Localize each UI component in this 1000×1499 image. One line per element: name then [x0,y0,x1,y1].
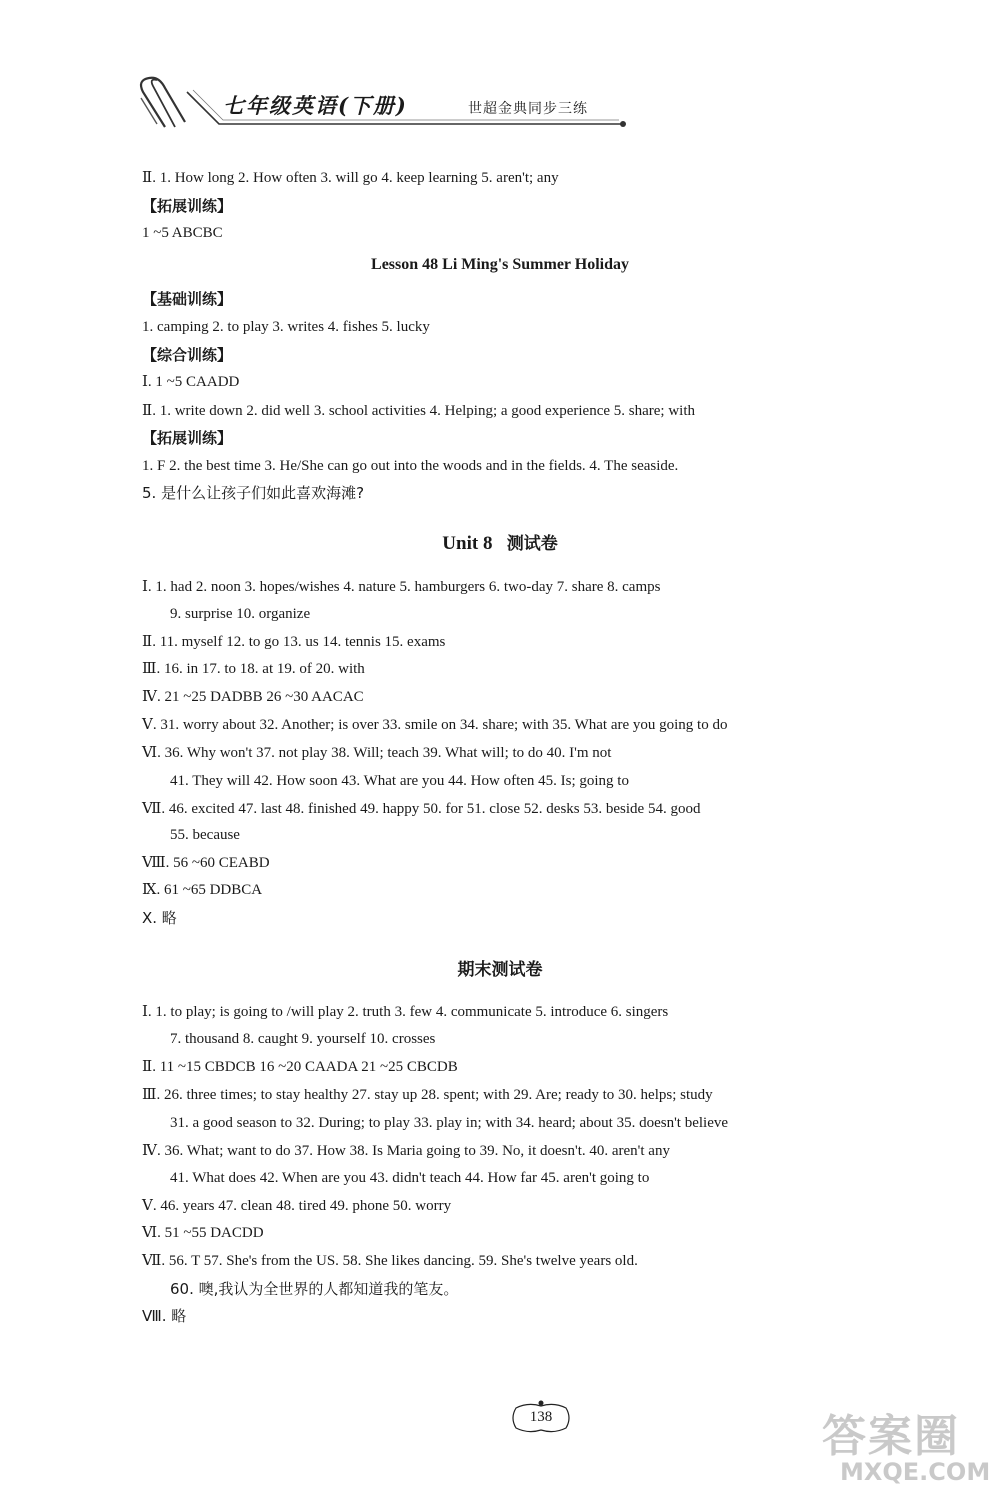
unit-title-cn: 测试卷 [506,534,558,554]
answer-line: Ⅶ. 56. T 57. She's from the US. 58. She likes dancing. 59. She's twelve years old. [142,1253,638,1269]
answer-line: Ⅰ. 1. to play; is going to /will play 2. truth 3. few 4. communicate 5. introduce 6. singers [142,1004,669,1020]
watermark-url: MXQE.COM [840,1458,991,1486]
answer-line: 7. thousand 8. caught 9. yourself 10. crosses [170,1031,436,1047]
answer-line: Ⅷ. 略 [142,1307,187,1325]
answer-line: 60. 噢,我认为全世界的人都知道我的笔友。 [170,1280,459,1298]
answer-line: Ⅷ. 56 ~60 CEABD [142,855,270,871]
answer-line: Ⅸ. 61 ~65 DDBCA [142,882,263,898]
answer-line: Ⅴ. 31. worry about 32. Another; is over 33. smile on 34. share; with 35. What are you going to do [142,717,728,733]
answer-line: 9. surprise 10. organize [170,606,311,622]
answer-line: Ⅶ. 46. excited 47. last 48. finished 49. happy 50. for 51. close 52. desks 53. beside 54. good [142,801,701,817]
answer-line: 41. They will 42. How soon 43. What are you 44. How often 45. Is; going to [170,773,629,789]
unit-title-en: Unit 8 [442,533,493,554]
page-header [135,72,635,134]
answer-line: Ⅱ. 1. write down 2. did well 3. school activities 4. Helping; a good experience 5. share; with [142,403,695,419]
lesson-title: Lesson 48 Li Ming's Summer Holiday [371,256,629,273]
answer-line: Ⅹ. 略 [142,909,177,927]
section-label-basic: 【基础训练】 [142,290,233,308]
section-label-extension: 【拓展训练】 [142,197,233,215]
answer-line: Ⅴ. 46. years 47. clean 48. tired 49. phone 50. worry [142,1198,452,1214]
answer-line: Ⅰ. 1 ~5 CAADD [142,374,240,390]
answer-line: 1. F 2. the best time 3. He/She can go out into the woods and in the fields. 4. The seaside. [142,458,679,474]
watermark-logo: 答案圈 [822,1411,960,1462]
answer-line: 5. 是什么让孩子们如此喜欢海滩? [142,484,365,502]
book-title: 七年级英语(下册) [223,93,408,118]
series-name: 世超金典同步三练 [468,101,588,117]
unit-title [0,529,1000,555]
answer-line: Ⅳ. 21 ~25 DADBB 26 ~30 AACAC [142,689,364,705]
page-number: 138 [508,1400,574,1436]
answer-line: Ⅳ. 36. What; want to do 37. How 38. Is Maria going to 39. No, it doesn't. 40. aren't any [142,1143,670,1159]
answer-line: 1. camping 2. to play 3. writes 4. fishes 5. lucky [142,319,430,335]
answer-line: Ⅵ. 51 ~55 DACDD [142,1225,264,1241]
answer-line: 55. because [170,827,240,843]
answer-line: Ⅱ. 11 ~15 CBDCB 16 ~20 CAADA 21 ~25 CBCDB [142,1059,458,1075]
answer-line: Ⅵ. 36. Why won't 37. not play 38. Will; teach 39. What will; to do 40. I'm not [142,745,612,761]
answer-line: Ⅰ. 1. had 2. noon 3. hopes/wishes 4. nature 5. hamburgers 6. two-day 7. share 8. camps [142,579,661,595]
answer-line: Ⅱ. 1. How long 2. How often 3. will go 4. keep learning 5. aren't; any [142,170,559,186]
section-label-comprehensive: 【综合训练】 [142,346,233,364]
section-label-extension: 【拓展训练】 [142,429,233,447]
answer-line: Ⅱ. 11. myself 12. to go 13. us 14. tennis 15. exams [142,634,446,650]
final-exam-title: 期末测试卷 [457,960,543,980]
watermark [818,1400,991,1495]
answer-line: 31. a good season to 32. During; to play 33. play in; with 34. heard; about 35. doesn't believe [170,1115,729,1131]
answer-line: 1 ~5 ABCBC [142,225,223,241]
answer-line: 41. What does 42. When are you 43. didn't teach 44. How far 45. aren't going to [170,1170,650,1186]
answer-line: Ⅲ. 26. three times; to stay healthy 27. stay up 28. spent; with 29. Are; ready to 30. helps; study [142,1087,713,1103]
answer-line: Ⅲ. 16. in 17. to 18. at 19. of 20. with [142,661,365,677]
